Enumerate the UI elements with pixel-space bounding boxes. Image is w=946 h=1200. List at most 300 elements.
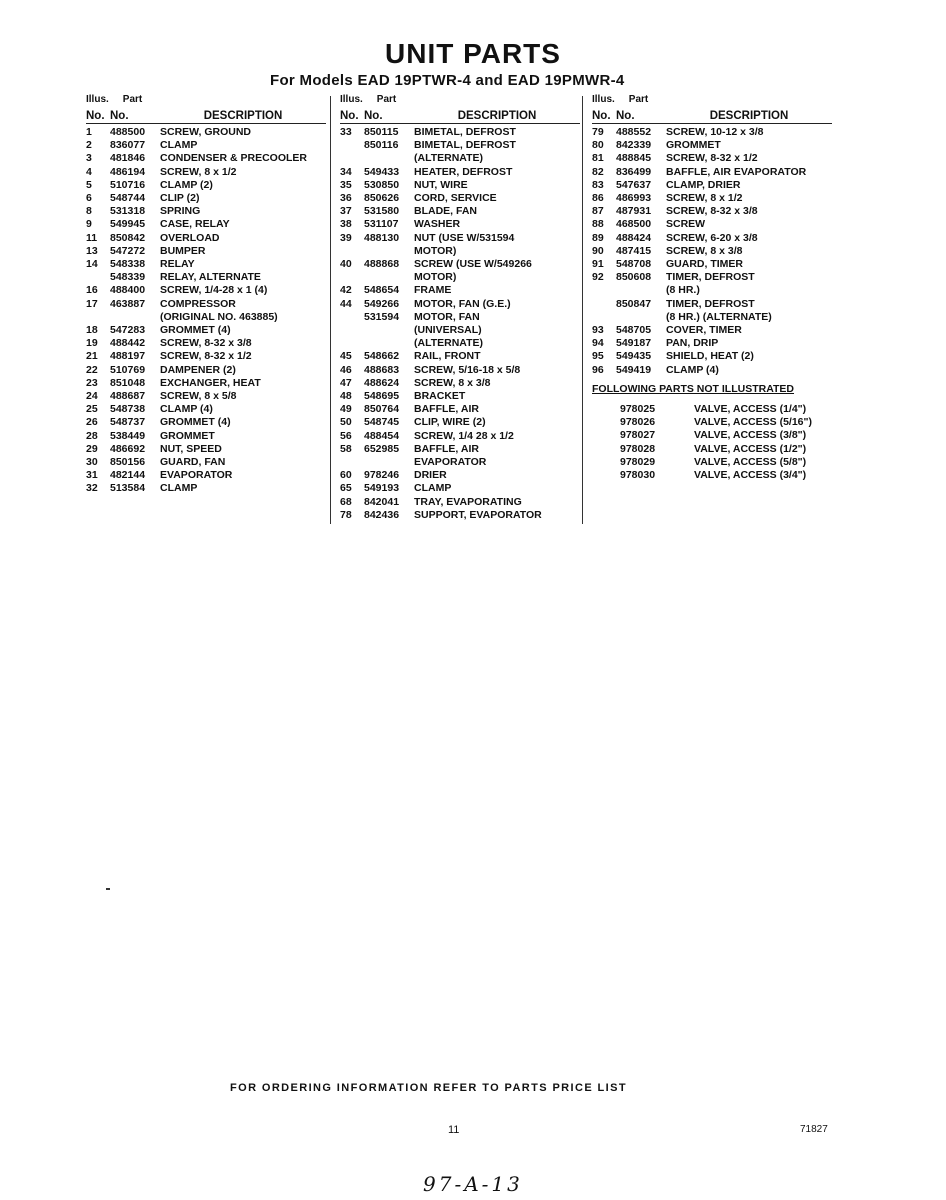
column-header (592, 106, 832, 122)
part-description: CLAMP (2) (160, 178, 213, 191)
part-no: 548705 (616, 324, 652, 337)
document-code: 71827 (800, 1124, 828, 1135)
parts-row (340, 390, 580, 403)
parts-row (86, 430, 326, 443)
part-no: 510716 (110, 178, 146, 191)
part-no: 488500 (110, 126, 146, 138)
parts-row (86, 192, 326, 205)
parts-row (86, 443, 326, 456)
part-no: 850608 (616, 271, 652, 284)
part-description: EXCHANGER, HEAT (160, 376, 261, 389)
parts-row (86, 324, 326, 337)
parts-row (592, 271, 832, 284)
part-description: VALVE, ACCESS (5/16") (694, 416, 812, 429)
header-illus: Illus. (340, 94, 363, 105)
part-description: (ALTERNATE) (414, 337, 484, 350)
illus-no (340, 152, 364, 165)
parts-row (340, 416, 580, 429)
illus-no: 50 (340, 416, 352, 429)
part-no: 488683 (364, 363, 400, 376)
part-description: TIMER, DEFROST (666, 297, 755, 310)
illus-no (340, 456, 364, 469)
part-no: 842339 (616, 139, 652, 152)
illus-no: 25 (86, 403, 98, 416)
part-description: VALVE, ACCESS (1/4") (694, 402, 807, 415)
header-illus: Illus. (86, 94, 109, 105)
part-no: 463887 (110, 297, 146, 310)
part-no: 488197 (110, 350, 146, 363)
illus-no (340, 311, 364, 324)
part-no: 548745 (364, 416, 400, 429)
header-description: DESCRIPTION (709, 110, 789, 122)
part-no: 978029 (620, 456, 656, 469)
header-description: DESCRIPTION (203, 110, 283, 122)
parts-row (592, 152, 832, 165)
part-description: SCREW, 8-32 x 3/8 (666, 205, 758, 218)
illus-no: 87 (592, 205, 604, 218)
header-no: No. (340, 110, 359, 122)
parts-row (340, 258, 580, 271)
header-rule (86, 123, 326, 124)
header-rule (592, 123, 832, 124)
parts-row (86, 456, 326, 469)
parts-row (592, 205, 832, 218)
parts-row (86, 245, 326, 258)
part-no: 548738 (110, 403, 146, 416)
illus-no: 81 (592, 152, 604, 165)
not-illustrated-title: FOLLOWING PARTS NOT ILLUSTRATED (592, 382, 795, 395)
illus-no: 19 (86, 337, 98, 350)
part-description: SCREW, 8 x 5/8 (160, 390, 237, 403)
header-part: Part (376, 94, 397, 105)
part-description: CLIP, WIRE (2) (414, 416, 486, 429)
parts-row (86, 416, 326, 429)
part-description: VALVE, ACCESS (3/4") (694, 469, 807, 482)
parts-row (340, 350, 580, 363)
part-description: CONDENSER & PRECOOLER (160, 152, 308, 165)
header-part: Part (122, 94, 143, 105)
illus-no: 47 (340, 376, 352, 389)
parts-row (340, 271, 580, 284)
parts-row (86, 166, 326, 179)
part-no: 850626 (364, 192, 400, 205)
part-no: 851048 (110, 376, 146, 389)
part-no: 531580 (364, 205, 400, 218)
part-description: BAFFLE, AIR (414, 403, 479, 416)
parts-row (592, 284, 832, 297)
parts-column-1 (86, 94, 326, 496)
header-illus: Illus. (592, 94, 615, 105)
parts-row (340, 509, 580, 522)
illus-no (592, 298, 616, 311)
parts-row (86, 350, 326, 363)
part-description: VALVE, ACCESS (3/8") (694, 429, 807, 442)
illus-no: 29 (86, 442, 98, 455)
part-no: 978246 (364, 469, 400, 482)
part-no: 549435 (616, 350, 652, 363)
part-no (364, 337, 414, 350)
illus-no: 33 (340, 126, 352, 138)
illus-no: 28 (86, 429, 98, 442)
parts-row (86, 218, 326, 231)
illus-no: 79 (592, 126, 604, 138)
part-description: GUARD, TIMER (666, 258, 743, 271)
part-no (110, 311, 160, 324)
part-description: MOTOR) (414, 271, 457, 284)
parts-row (592, 298, 832, 311)
parts-column-2 (340, 94, 580, 522)
part-description: CLAMP, DRIER (666, 178, 741, 191)
part-description: (8 HR.) (666, 284, 700, 297)
parts-row (86, 364, 326, 377)
part-no: 488868 (364, 258, 400, 271)
illus-no: 44 (340, 297, 352, 310)
parts-row (340, 126, 580, 139)
part-no: 652985 (364, 442, 400, 455)
illus-no: 8 (86, 205, 92, 218)
illus-no: 11 (86, 231, 98, 244)
part-no: 488552 (616, 126, 652, 138)
part-description: RAIL, FRONT (414, 350, 481, 363)
part-no: 487415 (616, 244, 652, 257)
part-no (364, 456, 414, 469)
column-divider (330, 96, 331, 524)
part-description: SCREW, 8 x 3/8 (666, 244, 743, 257)
illus-no: 80 (592, 139, 604, 152)
part-description: SCREW, 8 x 1/2 (666, 192, 743, 205)
ordering-footer: FOR ORDERING INFORMATION REFER TO PARTS PRICE LIST (230, 1082, 627, 1094)
part-no: 488454 (364, 429, 400, 442)
part-description: BAFFLE, AIR EVAPORATOR (666, 165, 807, 178)
part-no: 487931 (616, 205, 652, 218)
part-no: 850116 (364, 139, 399, 152)
illus-no: 22 (86, 363, 98, 376)
part-description: TRAY, EVAPORATING (414, 495, 522, 508)
part-no: 488687 (110, 390, 146, 403)
illus-no (340, 271, 364, 284)
part-description: BUMPER (160, 244, 206, 257)
illus-no (86, 271, 110, 284)
header-no: No. (592, 110, 611, 122)
illus-no: 9 (86, 218, 92, 231)
part-no: 549433 (364, 165, 400, 178)
illus-no: 78 (340, 508, 352, 521)
part-no: 836499 (616, 165, 652, 178)
not-illustrated-list (592, 403, 832, 483)
illus-no (340, 245, 364, 258)
parts-row (86, 377, 326, 390)
part-description: CORD, SERVICE (414, 192, 497, 205)
illus-no: 24 (86, 390, 98, 403)
parts-row (340, 298, 580, 311)
part-no: 850115 (364, 126, 399, 138)
page-title: UNIT PARTS (385, 38, 561, 69)
part-description: SCREW, GROUND (160, 126, 252, 138)
parts-row (86, 469, 326, 482)
part-description: EVAPORATOR (414, 456, 487, 469)
part-description: HEATER, DEFROST (414, 165, 513, 178)
parts-row (86, 232, 326, 245)
part-no: 486692 (110, 442, 146, 455)
parts-row (592, 179, 832, 192)
part-description: CLAMP (414, 482, 452, 495)
parts-row (592, 232, 832, 245)
part-description: BIMETAL, DEFROST (414, 126, 516, 138)
parts-row (340, 377, 580, 390)
not-illustrated-row (592, 443, 832, 456)
parts-row (86, 482, 326, 495)
parts-row (592, 166, 832, 179)
part-no: 549266 (364, 297, 400, 310)
illus-no (592, 311, 616, 324)
part-no: 547272 (110, 244, 146, 257)
column-header-top (86, 94, 326, 106)
part-description: SCREW, 6-20 x 3/8 (666, 231, 758, 244)
part-description: RELAY (160, 258, 195, 271)
parts-row (86, 390, 326, 403)
parts-row (86, 284, 326, 297)
part-no: 548339 (110, 271, 146, 284)
illus-no: 34 (340, 165, 352, 178)
illus-no (340, 324, 364, 337)
part-description: (UNIVERSAL) (414, 324, 482, 337)
part-description: SCREW, 1/4 28 x 1/2 (414, 429, 514, 442)
illus-no: 92 (592, 271, 604, 284)
part-no: 548654 (364, 284, 400, 297)
part-description: MOTOR, FAN (414, 310, 480, 323)
part-no: 549945 (110, 218, 146, 231)
illus-no: 31 (86, 469, 98, 482)
part-description: SCREW, 8-32 x 3/8 (160, 337, 252, 350)
column-header (86, 106, 326, 122)
part-description: BRACKET (414, 390, 466, 403)
part-description: CLAMP (4) (666, 363, 719, 376)
part-no: 842041 (364, 495, 400, 508)
not-illustrated-row (592, 469, 832, 482)
illus-no: 26 (86, 416, 98, 429)
illus-no: 3 (86, 152, 92, 165)
part-description: CASE, RELAY (160, 218, 230, 231)
part-no (364, 271, 414, 284)
illus-no: 95 (592, 350, 604, 363)
part-no: 482144 (110, 469, 146, 482)
part-no (616, 284, 666, 297)
header-part-no: No. (110, 110, 129, 122)
parts-row (340, 284, 580, 297)
part-no: 488130 (364, 231, 400, 244)
parts-row (592, 324, 832, 337)
part-description: SCREW, 10-12 x 3/8 (666, 126, 764, 138)
part-no: 548708 (616, 258, 652, 271)
parts-column-3 (592, 94, 832, 483)
part-no: 978030 (620, 469, 656, 482)
part-no: 513584 (110, 482, 146, 495)
part-description: MOTOR, FAN (G.E.) (414, 297, 511, 310)
not-illustrated-row (592, 416, 832, 429)
part-no: 531107 (364, 218, 399, 231)
parts-row (86, 403, 326, 416)
part-no: 488442 (110, 337, 146, 350)
parts-row (340, 245, 580, 258)
illus-no: 4 (86, 165, 92, 178)
part-description: NUT, WIRE (414, 178, 468, 191)
part-description: SHIELD, HEAT (2) (666, 350, 754, 363)
illus-no: 18 (86, 324, 98, 337)
illus-no: 13 (86, 244, 98, 257)
parts-row (592, 337, 832, 350)
illus-no: 48 (340, 390, 352, 403)
part-no: 850847 (616, 297, 652, 310)
part-no: 481846 (110, 152, 146, 165)
part-description: COMPRESSOR (160, 297, 236, 310)
header-description: DESCRIPTION (457, 110, 537, 122)
illus-no: 94 (592, 337, 604, 350)
part-no: 850842 (110, 231, 146, 244)
part-no: 548744 (110, 192, 146, 205)
illus-no: 23 (86, 376, 98, 389)
part-description: OVERLOAD (160, 231, 220, 244)
part-no: 488845 (616, 152, 652, 165)
not-illustrated-row (592, 456, 832, 469)
illus-no (86, 311, 110, 324)
parts-row (86, 179, 326, 192)
parts-row (592, 311, 832, 324)
part-no (364, 245, 414, 258)
part-description: VALVE, ACCESS (1/2") (694, 442, 807, 455)
part-description: PAN, DRIP (666, 337, 719, 350)
part-description: SCREW, 5/16-18 x 5/8 (414, 363, 521, 376)
part-no: 850764 (364, 403, 400, 416)
header-part-no: No. (616, 110, 635, 122)
illus-no: 49 (340, 403, 352, 416)
part-description: CLAMP (160, 482, 198, 495)
illus-no (592, 284, 616, 297)
part-no: 548338 (110, 258, 146, 271)
part-no (616, 311, 666, 324)
illus-no: 46 (340, 363, 352, 376)
illus-no: 37 (340, 205, 352, 218)
part-description: FRAME (414, 284, 452, 297)
illus-no: 90 (592, 244, 604, 257)
illus-no: 68 (340, 495, 352, 508)
column-divider (582, 96, 583, 524)
parts-row (592, 350, 832, 363)
parts-row (340, 496, 580, 509)
part-no: 548662 (364, 350, 400, 363)
illus-no: 1 (86, 126, 92, 138)
part-no: 486993 (616, 192, 652, 205)
part-description: DAMPENER (2) (160, 363, 236, 376)
parts-row (86, 298, 326, 311)
part-description: SPRING (160, 205, 201, 218)
part-description: SCREW (USE W/549266 (414, 258, 532, 271)
parts-row (340, 443, 580, 456)
parts-row (86, 271, 326, 284)
part-description: CLIP (2) (160, 192, 200, 205)
illus-no: 91 (592, 258, 604, 271)
parts-row (592, 245, 832, 258)
parts-row (86, 139, 326, 152)
illus-no (340, 337, 364, 350)
part-no: 850156 (110, 456, 146, 469)
parts-row (340, 192, 580, 205)
part-no: 547637 (616, 178, 652, 191)
parts-row (340, 324, 580, 337)
page-number: 11 (448, 1124, 460, 1136)
illus-no: 83 (592, 178, 604, 191)
part-description: GROMMET (4) (160, 416, 231, 429)
parts-row (340, 166, 580, 179)
column-header (340, 106, 580, 122)
parts-row (340, 364, 580, 377)
part-description: BAFFLE, AIR (414, 442, 479, 455)
parts-row (340, 430, 580, 443)
part-description: NUT, SPEED (160, 442, 222, 455)
illus-no (340, 139, 364, 152)
not-illustrated-row (592, 429, 832, 442)
part-no: 842436 (364, 508, 400, 521)
part-description: SCREW, 8-32 x 1/2 (160, 350, 252, 363)
parts-row (592, 192, 832, 205)
illus-no: 2 (86, 139, 92, 152)
part-no: 978026 (620, 416, 656, 429)
part-description: CLAMP (160, 139, 198, 152)
parts-row (592, 218, 832, 231)
part-no: 549419 (616, 363, 652, 376)
part-description: GROMMET (4) (160, 324, 231, 337)
part-description: SCREW (666, 218, 706, 231)
scan-speck (106, 888, 110, 890)
illus-no: 82 (592, 165, 604, 178)
part-description: WASHER (414, 218, 461, 231)
parts-row (86, 258, 326, 271)
illus-no: 42 (340, 284, 352, 297)
parts-row (592, 139, 832, 152)
part-description: (ALTERNATE) (414, 152, 484, 165)
illus-no: 96 (592, 363, 604, 376)
part-no: 978027 (620, 429, 656, 442)
part-no: 549193 (364, 482, 400, 495)
header-part: Part (628, 94, 649, 105)
part-description: CLAMP (4) (160, 403, 213, 416)
part-no: 547283 (110, 324, 146, 337)
parts-row (340, 218, 580, 231)
parts-row (340, 469, 580, 482)
parts-row (340, 205, 580, 218)
parts-row (340, 456, 580, 469)
illus-no: 86 (592, 192, 604, 205)
part-no: 488624 (364, 376, 400, 389)
parts-row (340, 403, 580, 416)
part-no: 488400 (110, 284, 146, 297)
part-description: EVAPORATOR (160, 469, 233, 482)
part-no: 488424 (616, 231, 652, 244)
part-no: 978025 (620, 402, 656, 415)
illus-no: 21 (86, 350, 98, 363)
part-no: 531318 (110, 205, 146, 218)
part-description: DRIER (414, 469, 447, 482)
part-description: NUT (USE W/531594 (414, 231, 515, 244)
part-no (364, 152, 414, 165)
illus-no: 16 (86, 284, 98, 297)
illus-no: 35 (340, 178, 352, 191)
part-description: MOTOR) (414, 244, 457, 257)
illus-no: 5 (86, 178, 92, 191)
header-no: No. (86, 110, 105, 122)
models-subtitle: For Models EAD 19PTWR-4 and EAD 19PMWR-4 (270, 72, 625, 89)
part-description: BLADE, FAN (414, 205, 477, 218)
part-no: 486194 (110, 165, 146, 178)
